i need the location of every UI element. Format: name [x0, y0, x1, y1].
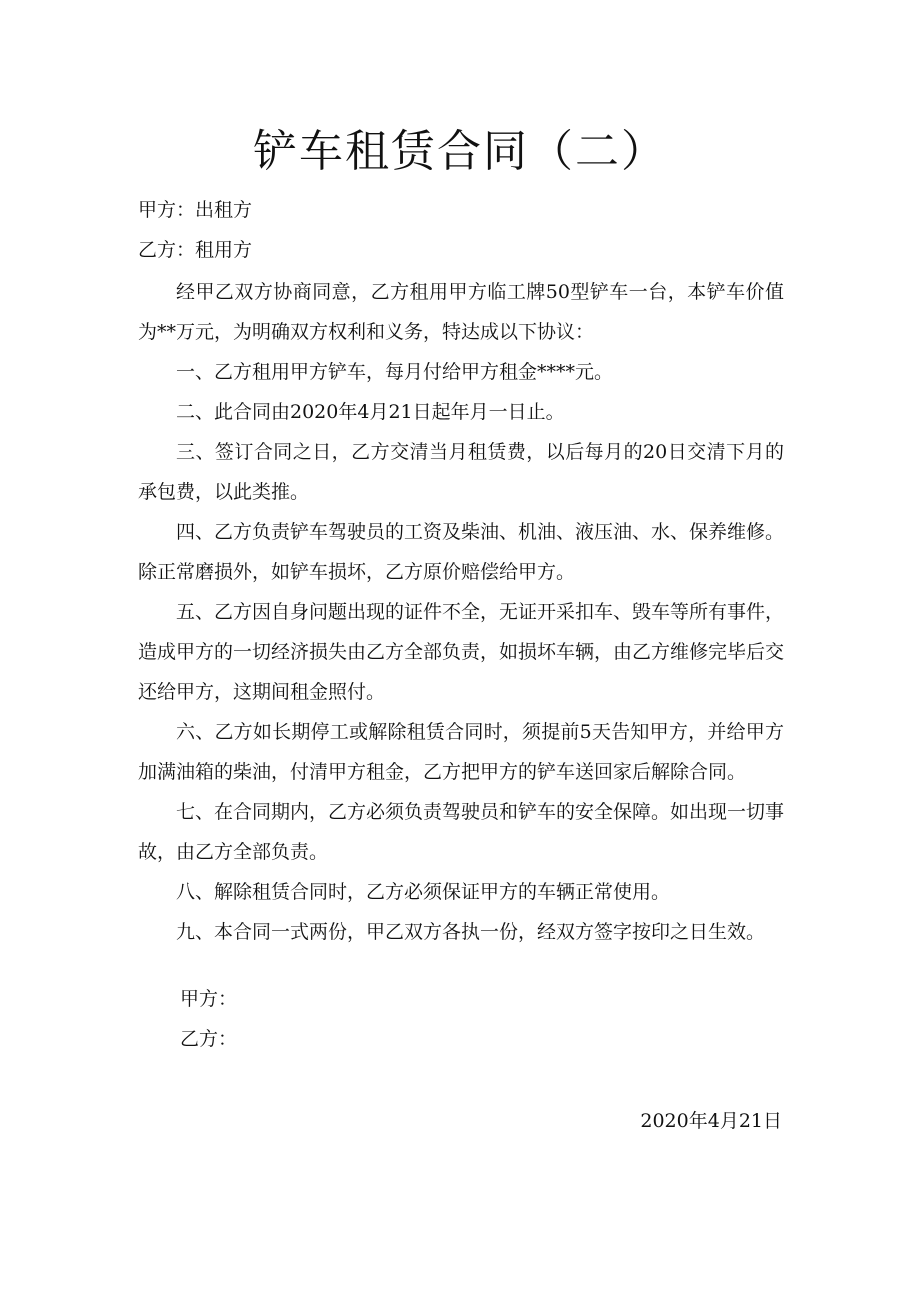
party-b-line: 乙方：租用方 [138, 239, 253, 261]
clause-3: 三、签订合同之日，乙方交清当月租赁费，以后每月的20日交清下月的承包费，以此类推。 [138, 441, 784, 503]
clause-6: 六、乙方如长期停工或解除租赁合同时，须提前5天告知甲方，并给甲方加满油箱的柴油，付清甲方租金，乙方把甲方的铲车送回家后解除合同。 [138, 721, 784, 783]
signature-party-a: 甲方： [180, 988, 238, 1010]
clause-2: 二、此合同由2020年4月21日起年月一日止。 [176, 401, 565, 423]
party-a-line: 甲方：出租方 [138, 199, 253, 221]
clause-7: 七、在合同期内，乙方必须负责驾驶员和铲车的安全保障。如出现一切事故，由乙方全部负责。 [138, 801, 785, 863]
clause-4: 四、乙方负责铲车驾驶员的工资及柴油、机油、液压油、水、保养维修。除正常磨损外，如铲车损坏，乙方原价赔偿给甲方。 [138, 521, 785, 583]
clause-1: 一、乙方租用甲方铲车，每月付给甲方租金****元。 [176, 361, 614, 383]
clause-8: 八、解除租赁合同时，乙方必须保证甲方的车辆正常使用。 [176, 881, 671, 903]
clause-9: 九、本合同一式两份，甲乙双方各执一份，经双方签字按印之日生效。 [176, 921, 766, 943]
intro-paragraph: 经甲乙双方协商同意，乙方租用甲方临工牌50型铲车一台，本铲车价值为**万元，为明确双方权利和义务，特达成以下协议： [138, 281, 784, 343]
clause-5: 五、乙方因自身问题出现的证件不全，无证开采扣车、毁车等所有事件，造成甲方的一切经济损失由乙方全部负责，如损坏车辆，由乙方维修完毕后交还给甲方，这期间租金照付。 [138, 601, 785, 703]
document-title: 铲车租赁合同（二） [253, 126, 667, 177]
contract-date: 2020年4月21日 [640, 1110, 782, 1132]
signature-party-b: 乙方： [180, 1028, 238, 1050]
contract-body [138, 272, 784, 952]
